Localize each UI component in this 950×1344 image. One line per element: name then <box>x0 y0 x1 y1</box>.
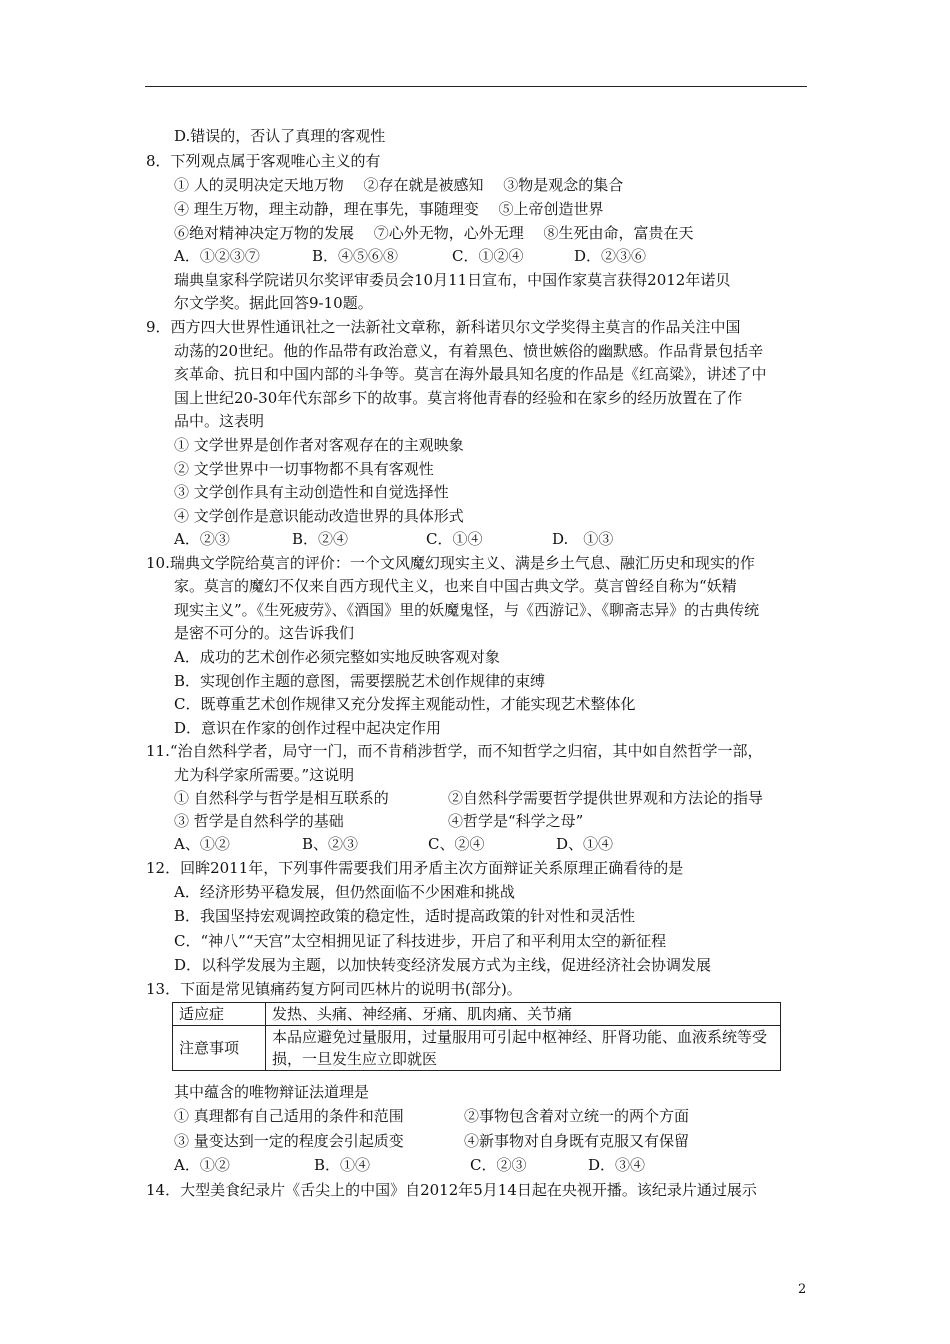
q13-options <box>174 1155 645 1175</box>
q12-option-b: B．我国坚持宏观调控政策的稳定性，适时提高政策的针对性和灵活性 <box>174 907 636 925</box>
q12-option-d: D．以科学发展为主题，以加快转变经济发展方式为主线，促进经济社会协调发展 <box>174 956 712 974</box>
q9-stem-4: 国上世纪20-30年代东部乡下的故事。莫言将他青春的经验和在家乡的经历放置在了作 <box>174 389 743 407</box>
q13-prompt: 其中蕴含的唯物辩证法道理是 <box>174 1083 370 1101</box>
q8-options <box>174 246 646 266</box>
header-rule <box>145 86 807 87</box>
q8-option-b: B．④⑤⑥⑧ <box>312 247 399 265</box>
q10-stem-2: 家。莫言的魔幻不仅来自西方现代主义，也来自中国古典文学。莫言曾经自称为“妖精 <box>174 577 737 595</box>
q9-stem-3: 亥革命、抗日和中国内部的斗争等。莫言在海外最具知名度的作品是《红高粱》，讲述了中 <box>174 365 767 383</box>
q13-option-a: A．①② <box>174 1156 230 1174</box>
q9-item-2: ② 文学世界中一切事物都不具有客观性 <box>174 460 434 478</box>
q11-items-1 <box>174 788 763 808</box>
q13-item-3: ③ 量变达到一定的程度会引起质变 <box>174 1132 404 1150</box>
q13-item-1: ① 真理都有自己适用的条件和范围 <box>174 1107 404 1125</box>
q11-option-b: B、②③ <box>302 835 359 853</box>
q10-stem-4: 是密不可分的。这告诉我们 <box>174 624 355 642</box>
q13-items-2 <box>174 1131 689 1151</box>
q8-option-c: C．①②④ <box>452 247 524 265</box>
page-number: 2 <box>798 1282 807 1297</box>
q7-option-d: D.错误的，否认了真理的客观性 <box>174 127 386 145</box>
q14-stem: 14．大型美食纪录片《舌尖上的中国》自2012年5月14日起在央视开播。该纪录片通过展示 <box>146 1181 757 1199</box>
q9-item-3: ③ 文学创作具有主动创造性和自觉选择性 <box>174 483 449 501</box>
q9-stem-1: 9．西方四大世界性通讯社之一法新社文章称，新科诺贝尔文学奖得主莫言的作品关注中国 <box>146 318 741 336</box>
q13-stem: 13．下面是常见镇痛药复方阿司匹林片的说明书(部分)。 <box>146 980 522 998</box>
q9-option-d: D. ①③ <box>552 530 614 548</box>
q9-item-1: ① 文学世界是创作者对客观存在的主观映象 <box>174 436 464 454</box>
q10-stem-3: 现实主义”。《生死疲劳》、《酒国》里的妖魔鬼怪，与《西游记》、《聊斋志异》的古典传统 <box>174 601 760 619</box>
q11-stem-2: 尤为科学家所需要。”这说明 <box>174 766 355 784</box>
q12-stem: 12．回眸2011年，下列事件需要我们用矛盾主次方面辩证关系原理正确看待的是 <box>146 859 684 877</box>
q10-option-a: A．成功的艺术创作必须完整如实地反映客观对象 <box>174 648 500 666</box>
q12-option-c: C．“神八”“天宫”太空相拥见证了科技进步，开启了和平利用太空的新征程 <box>174 932 667 950</box>
q9-stem-2: 动荡的20世纪。他的作品带有政治意义，有着黑色、愤世嫉俗的幽默感。作品背景包括辛 <box>174 342 764 360</box>
q9-option-b: B．②④ <box>292 530 349 548</box>
q11-option-a: A、①② <box>174 835 230 853</box>
q11-item-2: ②自然科学需要哲学提供世界观和方法论的指导 <box>448 789 764 807</box>
q13-item-2: ②事物包含着对立统一的两个方面 <box>464 1107 690 1125</box>
q13-option-d: D．③④ <box>588 1156 646 1174</box>
q10-stem-1: 10.瑞典文学院给莫言的评价：一个文风魔幻现实主义、满是乡土气息、融汇历史和现实的作 <box>146 554 755 572</box>
table-cell-value: 发热、头痛、神经痛、牙痛、肌肉痛、关节痛 <box>266 1003 781 1026</box>
q11-stem-1: 11.“治自然科学者，局守一门，而不肯稍涉哲学，而不知哲学之归宿，其中如自然哲学一部， <box>146 742 763 760</box>
q11-option-c: C、②④ <box>428 835 485 853</box>
q11-items-2 <box>174 811 583 831</box>
q9-option-a: A．②③ <box>174 530 230 548</box>
instructions-table <box>172 1002 781 1071</box>
q11-item-4: ④哲学是“科学之母” <box>448 812 584 830</box>
q10-option-b: B．实现创作主题的意图，需要摆脱艺术创作规律的束缚 <box>174 672 546 690</box>
q10-option-c: C．既尊重艺术创作规律又充分发挥主观能动性，才能实现艺术整体化 <box>174 695 636 713</box>
q8-option-a: A．①②③⑦ <box>174 247 260 265</box>
q11-item-3: ③ 哲学是自然科学的基础 <box>174 812 344 830</box>
table-cell-value: 本品应避免过量服用，过量服用可引起中枢神经、肝肾功能、血液系统等受损，一旦发生应立即就医 <box>266 1026 781 1071</box>
q8-items-1: ① 人的灵明决定天地万物 ②存在就是被感知 ③物是观念的集合 <box>174 176 624 194</box>
table-row <box>173 1026 781 1071</box>
q13-items-1 <box>174 1106 689 1126</box>
q8-items-3: ⑥绝对精神决定万物的发展 ⑦心外无物，心外无理 ⑧生死由命，富贵在天 <box>174 224 694 242</box>
q12-option-a: A．经济形势平稳发展，但仍然面临不少困难和挑战 <box>174 883 515 901</box>
table-cell-key: 注意事项 <box>173 1026 266 1071</box>
q11-options <box>174 834 613 854</box>
q10-option-d: D．意识在作家的创作过程中起决定作用 <box>174 719 442 737</box>
q9-options <box>174 529 613 549</box>
q13-option-b: B．①④ <box>314 1156 371 1174</box>
q9-item-4: ④ 文学创作是意识能动改造世界的具体形式 <box>174 507 464 525</box>
q13-item-4: ④新事物对自身既有克服又有保留 <box>464 1132 690 1150</box>
context-line-2: 尔文学奖。据此回答9-10题。 <box>174 294 373 312</box>
table-row <box>173 1003 781 1026</box>
q8-stem: 8．下列观点属于客观唯心主义的有 <box>146 152 381 170</box>
q11-option-d: D、①④ <box>556 835 614 853</box>
q9-option-c: C．①④ <box>426 530 483 548</box>
q11-item-1: ① 自然科学与哲学是相互联系的 <box>174 789 389 807</box>
table-cell-key: 适应症 <box>173 1003 266 1026</box>
q13-option-c: C．②③ <box>470 1156 527 1174</box>
q8-option-d: D．②③⑥ <box>574 247 647 265</box>
context-line-1: 瑞典皇家科学院诺贝尔奖评审委员会10月11日宣布，中国作家莫言获得2012年诺贝 <box>174 271 731 289</box>
q9-stem-5: 品中。这表明 <box>174 412 265 430</box>
q8-items-2: ④ 理生万物，理主动静，理在事先，事随理变 ⑤上帝创造世界 <box>174 200 604 218</box>
